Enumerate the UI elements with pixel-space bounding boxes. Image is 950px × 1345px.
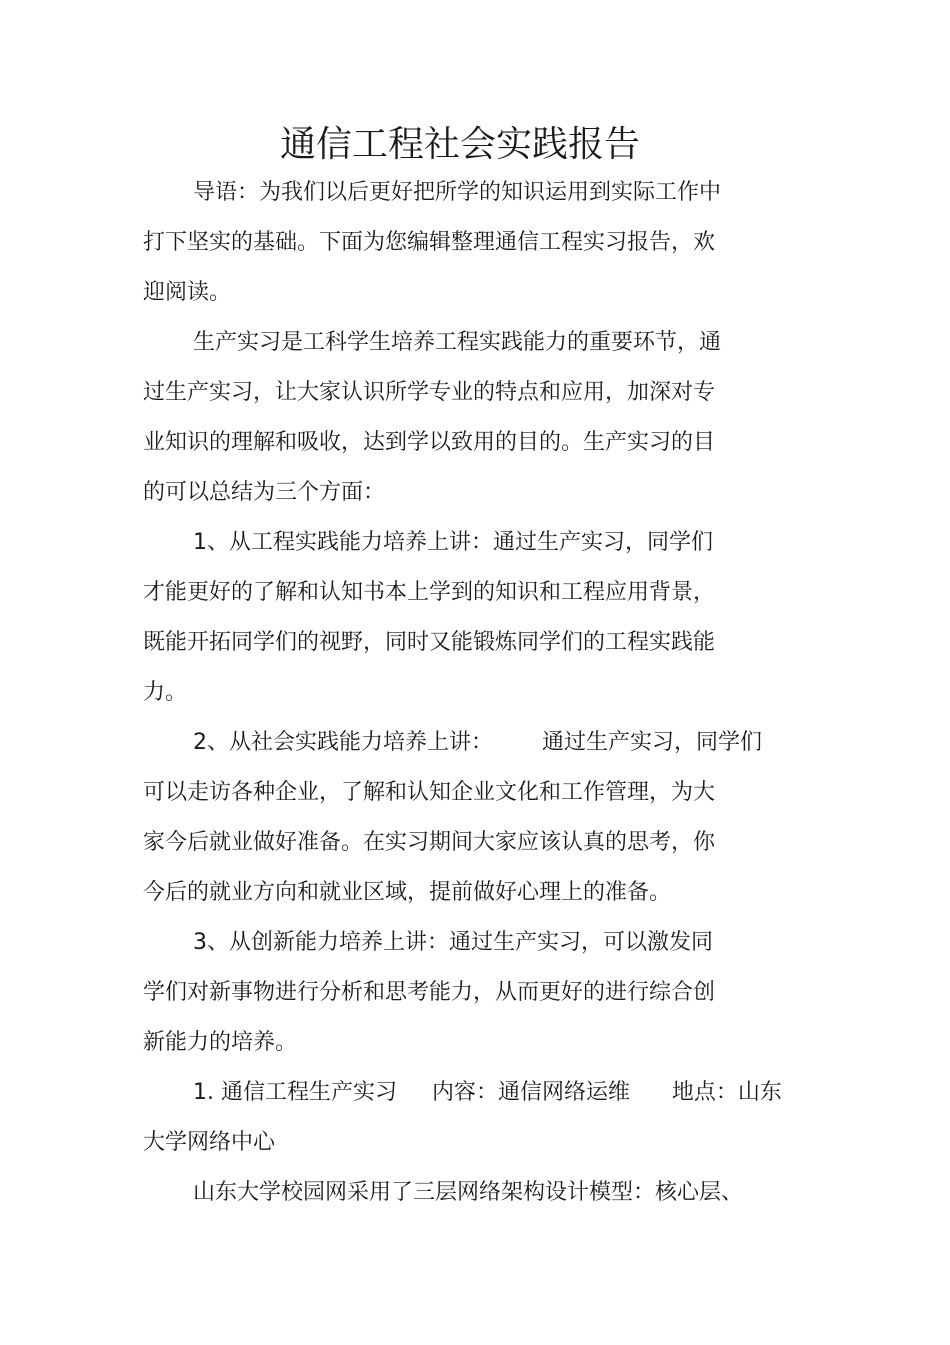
text-line: 的可以总结为三个方面：: [143, 480, 386, 505]
text-line: 1、从工程实践能力培养上讲：通过生产实习，同学们: [193, 530, 713, 555]
text-line: 可以走访各种企业，了解和认知企业文化和工作管理，为大: [143, 780, 716, 805]
text-line: 家今后就业做好准备。在实习期间大家应该认真的思考，你: [143, 830, 716, 855]
text-line: 大学网络中心: [143, 1130, 276, 1155]
text-line: 打下坚实的基础。下面为您编辑整理通信工程实习报告，欢: [143, 230, 716, 255]
text-line: 导语：为我们以后更好把所学的知识运用到实际工作中: [193, 180, 722, 205]
text-line: 力。: [143, 680, 188, 705]
text-line: 学们对新事物进行分析和思考能力，从而更好的进行综合创: [143, 980, 716, 1005]
text-line: 山东大学校园网采用了三层网络架构设计模型：核心层、: [193, 1180, 744, 1205]
text-line: 3、从创新能力培养上讲：通过生产实习，可以激发同: [193, 930, 713, 955]
document-title: 通信工程社会实践报告: [279, 124, 640, 165]
text-line: 今后的就业方向和就业区域，提前做好心理上的准备。: [143, 880, 672, 905]
text-line: 业知识的理解和吸收，达到学以致用的目的。生产实习的目: [143, 430, 716, 455]
text-line: 生产实习是工科学生培养工程实践能力的重要环节，通: [193, 330, 722, 355]
text-line: 2、从社会实践能力培养上讲： 通过生产实习，同学们: [193, 730, 762, 755]
text-line: 1. 通信工程生产实习 内容：通信网络运维 地点：山东: [193, 1080, 782, 1105]
text-line: 才能更好的了解和认知书本上学到的知识和工程应用背景，: [143, 580, 716, 605]
text-line: 过生产实习，让大家认识所学专业的特点和应用，加深对专: [143, 380, 716, 405]
text-line: 既能开拓同学们的视野，同时又能锻炼同学们的工程实践能: [143, 630, 716, 655]
text-line: 新能力的培养。: [143, 1030, 298, 1055]
text-line: 迎阅读。: [143, 280, 232, 305]
